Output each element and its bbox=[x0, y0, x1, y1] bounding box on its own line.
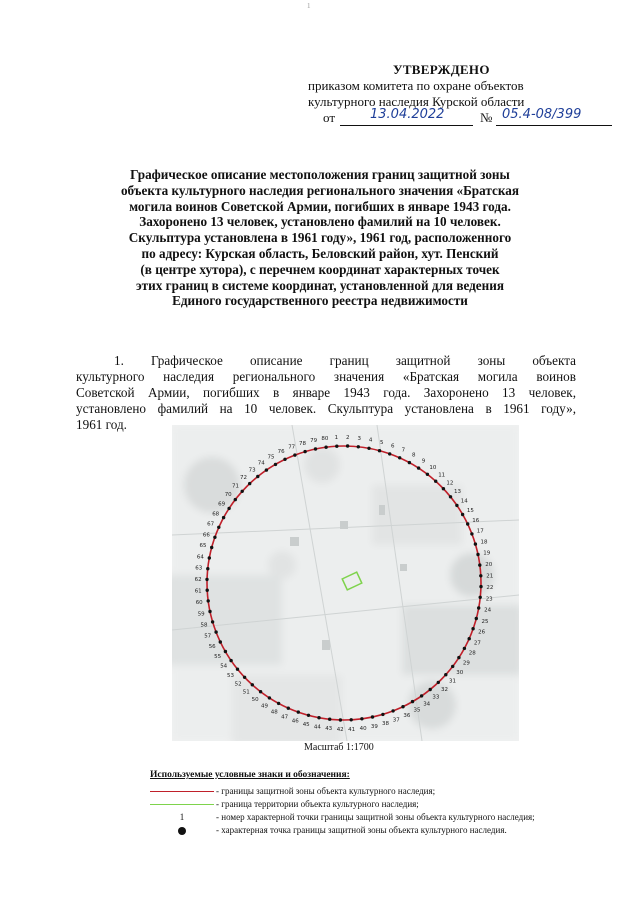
characteristic-point-58 bbox=[211, 620, 214, 623]
number-label: № bbox=[480, 110, 493, 125]
characteristic-point-75 bbox=[274, 463, 277, 466]
characteristic-point-14 bbox=[455, 504, 458, 507]
characteristic-point-56 bbox=[219, 640, 222, 643]
point-number-label-46: 46 bbox=[291, 718, 299, 725]
characteristic-point-76 bbox=[283, 458, 286, 461]
characteristic-point-22 bbox=[479, 585, 482, 588]
red-line-symbol bbox=[150, 791, 214, 792]
paragraph-line: установлено фамилий на 10 человек. Скульптура установлена в 1961 году», bbox=[76, 401, 576, 416]
characteristic-point-67 bbox=[217, 526, 220, 529]
point-number-label-15: 15 bbox=[466, 508, 474, 514]
legend-item-text: - характерная точка границы защитной зоны объекта культурного наследия. bbox=[216, 825, 507, 835]
point-number-label-36: 36 bbox=[403, 712, 411, 719]
characteristic-point-79 bbox=[314, 447, 317, 450]
point-number-label-72: 72 bbox=[240, 475, 247, 482]
characteristic-point-44 bbox=[317, 716, 320, 719]
characteristic-point-35 bbox=[411, 700, 414, 703]
paragraph-line: 1961 год. bbox=[76, 417, 127, 432]
handwritten-date: 13.04.2022 bbox=[370, 107, 445, 122]
point-number-symbol: 1 bbox=[179, 812, 185, 822]
point-number-label-38: 38 bbox=[382, 721, 389, 727]
boundary-map-svg bbox=[172, 425, 519, 741]
characteristic-point-70 bbox=[234, 498, 237, 501]
point-number-label-66: 66 bbox=[202, 532, 210, 539]
point-number-label-65: 65 bbox=[199, 543, 207, 550]
point-number-label-9: 9 bbox=[421, 458, 426, 465]
point-number-label-64: 64 bbox=[196, 554, 204, 561]
point-number-label-31: 31 bbox=[449, 678, 456, 685]
characteristic-point-72 bbox=[248, 482, 251, 485]
point-number-label-35: 35 bbox=[413, 707, 421, 714]
characteristic-point-30 bbox=[451, 665, 454, 668]
point-number-label-73: 73 bbox=[248, 467, 256, 474]
point-number-label-29: 29 bbox=[462, 660, 470, 667]
document-title bbox=[70, 167, 570, 309]
point-number-label-17: 17 bbox=[476, 528, 484, 535]
point-number-label-10: 10 bbox=[429, 465, 437, 472]
characteristic-point-29 bbox=[457, 656, 460, 659]
point-number-label-1: 1 bbox=[334, 435, 339, 442]
point-number-label-78: 78 bbox=[299, 441, 306, 447]
characteristic-point-31 bbox=[444, 673, 447, 676]
point-number-label-13: 13 bbox=[454, 489, 461, 496]
legend-item-territory-boundary bbox=[150, 799, 570, 812]
point-number-label-58: 58 bbox=[200, 622, 208, 629]
paragraph-line: культурного наследия регионального значения «Братская могила воинов bbox=[76, 369, 576, 384]
point-number-label-6: 6 bbox=[390, 443, 395, 450]
point-number-label-3: 3 bbox=[357, 435, 362, 442]
point-number-label-69: 69 bbox=[218, 501, 226, 508]
legend-title: Используемые условные знаки и обозначения: bbox=[150, 770, 350, 780]
characteristic-point-9 bbox=[417, 466, 420, 469]
point-number-label-63: 63 bbox=[195, 565, 203, 572]
point-number-label-28: 28 bbox=[468, 650, 476, 657]
characteristic-point-24 bbox=[477, 606, 480, 609]
point-number-label-42: 42 bbox=[336, 726, 344, 733]
point-number-label-51: 51 bbox=[242, 689, 250, 696]
legend-item-point-number bbox=[150, 812, 570, 825]
paragraph-line: Советской Армии, погибших в январе 1943 года. Захоронено 13 человек, bbox=[76, 385, 576, 400]
legend-item-text: - граница территории объекта культурного наследия; bbox=[216, 799, 419, 809]
point-number-label-67: 67 bbox=[207, 521, 215, 528]
point-number-label-74: 74 bbox=[257, 460, 265, 467]
point-number-label-59: 59 bbox=[197, 611, 205, 618]
point-number-label-22: 22 bbox=[486, 584, 494, 591]
approval-order-line-2: культурного наследия Курской области bbox=[308, 94, 525, 109]
point-number-label-62: 62 bbox=[194, 577, 202, 584]
legend-item-characteristic-point bbox=[150, 825, 570, 838]
map-legend bbox=[150, 770, 570, 838]
characteristic-point-46 bbox=[297, 710, 300, 713]
approval-stamp-block bbox=[300, 62, 620, 130]
characteristic-point-48 bbox=[277, 702, 280, 705]
characteristic-point-45 bbox=[307, 714, 310, 717]
characteristic-point-57 bbox=[214, 630, 217, 633]
point-number-label-18: 18 bbox=[480, 539, 488, 546]
characteristic-point-40 bbox=[360, 717, 363, 720]
characteristic-point-5 bbox=[378, 449, 381, 452]
title-line: Захоронено 13 человек, установлено фамилий на 10 человек. bbox=[139, 214, 501, 230]
title-line: объекта культурного наследия регионального значения «Братская bbox=[120, 182, 520, 198]
point-number-label-19: 19 bbox=[483, 550, 491, 557]
title-line: этих границ в системе координат, установленной для ведения bbox=[135, 277, 504, 293]
point-number-label-61: 61 bbox=[194, 588, 202, 595]
characteristic-point-7 bbox=[398, 456, 401, 459]
characteristic-point-73 bbox=[256, 475, 259, 478]
characteristic-point-6 bbox=[388, 452, 391, 455]
point-number-label-76: 76 bbox=[277, 449, 285, 456]
point-number-label-44: 44 bbox=[313, 724, 321, 731]
point-number-label-23: 23 bbox=[485, 596, 493, 603]
approval-date-number-line bbox=[300, 107, 620, 130]
point-number-label-43: 43 bbox=[325, 726, 333, 733]
characteristic-point-74 bbox=[265, 468, 268, 471]
point-number-label-30: 30 bbox=[456, 669, 464, 676]
point-number-label-21: 21 bbox=[486, 573, 494, 580]
aerial-photo-background bbox=[172, 425, 519, 741]
characteristic-point-52 bbox=[243, 676, 246, 679]
point-number-label-24: 24 bbox=[484, 607, 492, 614]
point-number-label-50: 50 bbox=[251, 696, 259, 703]
point-dot-symbol bbox=[150, 827, 214, 835]
characteristic-point-15 bbox=[461, 513, 464, 516]
point-number-label-14: 14 bbox=[460, 498, 468, 505]
legend-item-zone-boundary bbox=[150, 786, 570, 799]
point-number-label-49: 49 bbox=[261, 703, 268, 710]
characteristic-point-8 bbox=[408, 461, 411, 464]
characteristic-point-60 bbox=[207, 599, 210, 602]
point-number-label-45: 45 bbox=[302, 722, 310, 728]
point-number-label-12: 12 bbox=[446, 480, 454, 487]
characteristic-point-13 bbox=[449, 495, 452, 498]
characteristic-point-33 bbox=[429, 688, 432, 691]
point-number-label-34: 34 bbox=[423, 701, 431, 708]
characteristic-point-36 bbox=[401, 705, 404, 708]
characteristic-point-51 bbox=[251, 683, 254, 686]
title-line: Единого государственного реестра недвижимости bbox=[172, 293, 468, 309]
point-number-label-11: 11 bbox=[438, 472, 446, 479]
paragraph-line: 1. Графическое описание границ защитной зоны объекта bbox=[114, 353, 576, 368]
characteristic-point-50 bbox=[259, 690, 262, 693]
characteristic-point-43 bbox=[328, 718, 331, 721]
characteristic-point-54 bbox=[229, 659, 232, 662]
characteristic-point-71 bbox=[241, 490, 244, 493]
characteristic-point-23 bbox=[479, 596, 482, 599]
characteristic-point-59 bbox=[208, 610, 211, 613]
point-number-label-8: 8 bbox=[411, 452, 416, 459]
characteristic-point-10 bbox=[426, 473, 429, 476]
point-number-label-39: 39 bbox=[370, 723, 378, 730]
point-number-label-7: 7 bbox=[401, 447, 406, 454]
title-line: (в центре хутора), с перечнем координат характерных точек bbox=[140, 261, 500, 277]
characteristic-point-63 bbox=[206, 567, 209, 570]
point-number-label-54: 54 bbox=[220, 663, 228, 670]
page-corner-mark: 1 bbox=[307, 2, 311, 10]
point-number-label-77: 77 bbox=[288, 444, 296, 451]
point-number-label-80: 80 bbox=[321, 436, 329, 443]
point-number-label-60: 60 bbox=[195, 600, 203, 607]
characteristic-point-18 bbox=[474, 542, 477, 545]
title-line: могила воинов Советской Армии, погибших в январе 1943 года. bbox=[129, 198, 511, 214]
characteristic-point-78 bbox=[303, 450, 306, 453]
point-number-label-56: 56 bbox=[208, 643, 216, 650]
characteristic-point-68 bbox=[222, 516, 225, 519]
map-scale-label: Масштаб 1:1700 bbox=[304, 742, 374, 753]
point-number-label-20: 20 bbox=[485, 561, 493, 568]
characteristic-point-53 bbox=[236, 668, 239, 671]
point-number-label-5: 5 bbox=[380, 440, 384, 446]
section-1-paragraph bbox=[76, 353, 576, 433]
characteristic-point-34 bbox=[420, 694, 423, 697]
point-number-label-68: 68 bbox=[212, 511, 220, 518]
characteristic-point-20 bbox=[478, 563, 481, 566]
point-number-label-53: 53 bbox=[227, 672, 234, 679]
characteristic-point-49 bbox=[268, 696, 271, 699]
characteristic-point-21 bbox=[479, 574, 482, 577]
characteristic-point-55 bbox=[224, 650, 227, 653]
characteristic-point-77 bbox=[293, 453, 296, 456]
characteristic-point-27 bbox=[468, 637, 471, 640]
point-number-label-32: 32 bbox=[441, 686, 448, 693]
point-number-label-27: 27 bbox=[473, 640, 481, 647]
characteristic-point-17 bbox=[470, 532, 473, 535]
characteristic-point-16 bbox=[466, 522, 469, 525]
characteristic-point-19 bbox=[476, 553, 479, 556]
point-number-label-47: 47 bbox=[281, 714, 289, 721]
characteristic-point-38 bbox=[381, 713, 384, 716]
characteristic-point-11 bbox=[434, 480, 437, 483]
characteristic-point-66 bbox=[213, 536, 216, 539]
point-number-label-79: 79 bbox=[310, 438, 318, 445]
point-number-label-55: 55 bbox=[214, 654, 222, 660]
characteristic-point-62 bbox=[205, 578, 208, 581]
legend-item-text: - номер характерной точки границы защитной зоны объекта культурного наследия; bbox=[216, 812, 535, 822]
point-number-label-4: 4 bbox=[368, 437, 373, 444]
title-line: Графическое описание местоположения границ защитной зоны bbox=[130, 167, 510, 182]
point-number-label-16: 16 bbox=[472, 518, 480, 525]
characteristic-point-28 bbox=[463, 647, 466, 650]
from-label: от bbox=[323, 110, 336, 125]
boundary-map bbox=[172, 425, 519, 741]
characteristic-point-64 bbox=[208, 556, 211, 559]
handwritten-number: 05.4-08/399 bbox=[502, 107, 582, 122]
characteristic-point-47 bbox=[287, 707, 290, 710]
point-number-label-52: 52 bbox=[234, 681, 242, 688]
approval-title: УТВЕРЖДЕНО bbox=[393, 62, 490, 77]
point-number-label-70: 70 bbox=[224, 492, 232, 499]
characteristic-point-3 bbox=[357, 445, 360, 448]
characteristic-point-69 bbox=[227, 507, 230, 510]
approval-order-line-1: приказом комитета по охране объектов bbox=[308, 78, 524, 93]
point-number-label-37: 37 bbox=[392, 717, 400, 724]
characteristic-point-65 bbox=[210, 546, 213, 549]
point-number-label-2: 2 bbox=[346, 435, 350, 442]
characteristic-point-4 bbox=[367, 447, 370, 450]
point-number-label-71: 71 bbox=[232, 483, 239, 490]
green-line-symbol bbox=[150, 804, 214, 805]
point-number-label-41: 41 bbox=[348, 726, 356, 733]
characteristic-point-12 bbox=[442, 487, 445, 490]
point-number-label-40: 40 bbox=[359, 725, 367, 732]
point-number-label-26: 26 bbox=[478, 629, 486, 636]
characteristic-point-39 bbox=[371, 715, 374, 718]
point-number-label-75: 75 bbox=[267, 454, 275, 461]
characteristic-point-25 bbox=[475, 617, 478, 620]
characteristic-point-1 bbox=[335, 445, 338, 448]
characteristic-point-2 bbox=[346, 444, 349, 447]
characteristic-point-61 bbox=[206, 589, 209, 592]
characteristic-point-80 bbox=[324, 446, 327, 449]
characteristic-point-42 bbox=[339, 718, 342, 721]
characteristic-point-32 bbox=[437, 681, 440, 684]
legend-item-text: - границы защитной зоны объекта культурного наследия; bbox=[216, 786, 436, 796]
point-number-label-48: 48 bbox=[270, 709, 278, 716]
title-line: по адресу: Курская область, Беловский район, хут. Пенский bbox=[141, 245, 499, 261]
point-number-label-33: 33 bbox=[432, 694, 440, 701]
characteristic-point-41 bbox=[350, 718, 353, 721]
characteristic-point-37 bbox=[391, 709, 394, 712]
characteristic-point-26 bbox=[471, 627, 474, 630]
title-line: Скульптура установлена в 1961 году», 1961 год, расположенного bbox=[128, 230, 512, 246]
point-number-label-57: 57 bbox=[204, 633, 212, 640]
point-number-label-25: 25 bbox=[481, 618, 489, 625]
